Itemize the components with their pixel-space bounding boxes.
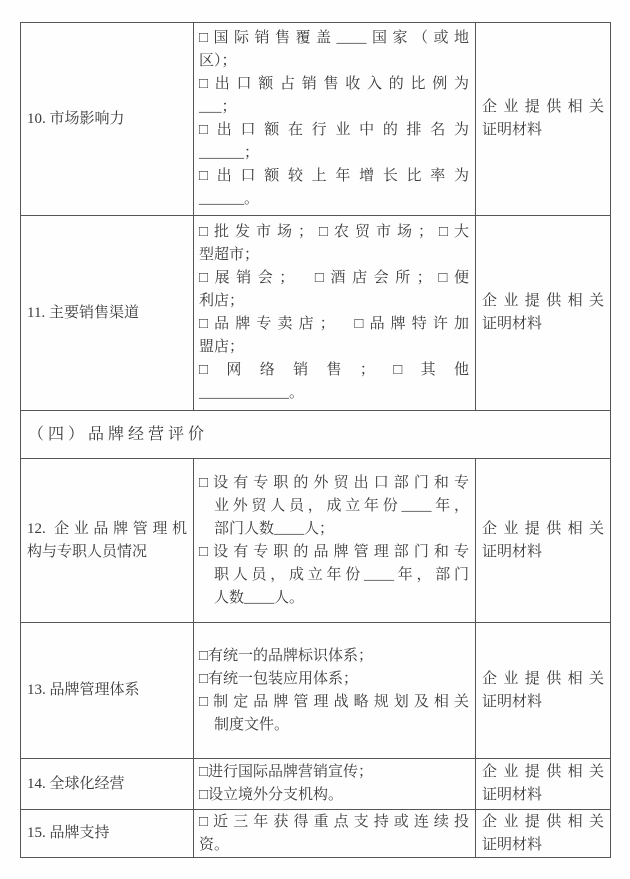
checkbox-option-line: □国际销售覆盖____国家（或地 — [199, 30, 469, 46]
option-continuation-line: 人数____人。 — [214, 589, 305, 606]
checkbox-option-line: □设立境外分支机构。 — [199, 787, 344, 803]
criterion-options-cell — [194, 459, 476, 622]
evidence-text: 企业提供相关 — [482, 670, 604, 687]
evidence-cell — [476, 23, 611, 215]
checkbox-option-line: □出口额在行业中的排名为 — [199, 122, 469, 138]
evidence-cell — [476, 623, 611, 758]
criterion-label: 14. 全球化经营 — [27, 775, 125, 792]
section-header-cell — [21, 411, 611, 458]
option-continuation-line: 业外贸人员，成立年份____年， — [214, 497, 469, 514]
evidence-text: 证明材料 — [482, 122, 543, 138]
option-continuation-line: ____________。 — [199, 385, 305, 401]
checkbox-option-line: □设有专职的品牌管理部门和专 — [199, 543, 469, 560]
table-row-12 — [21, 459, 611, 623]
evidence-cell — [476, 216, 611, 410]
option-continuation-line: ______； — [199, 145, 260, 161]
checkbox-option-line: □出口额较上年增长比率为 — [199, 168, 469, 184]
checkbox-option-line: □展销会； □酒店会所；□便 — [199, 270, 469, 286]
criterion-label: 10. 市场影响力 — [27, 110, 125, 127]
criterion-options-cell — [194, 759, 476, 809]
criterion-label-cell — [21, 623, 194, 758]
criterion-label: 13. 品牌管理体系 — [27, 682, 140, 698]
checkbox-option-line: □制定品牌管理战略规划及相关 — [199, 693, 469, 710]
criterion-label: 构与专职人员情况 — [27, 543, 148, 560]
evidence-text: 企业提供相关 — [482, 520, 604, 537]
checkbox-option-line: □设有专职的外贸出口部门和专 — [199, 474, 469, 491]
criterion-label-cell — [21, 216, 194, 410]
checkbox-option-line: □进行国际品牌营销宣传； — [199, 764, 374, 780]
criterion-label-cell — [21, 23, 194, 215]
evidence-text: 证明材料 — [482, 543, 543, 560]
evidence-cell — [476, 810, 611, 857]
criterion-options-cell — [194, 23, 476, 215]
table-row-13 — [21, 623, 611, 759]
evidence-text: 证明材料 — [482, 693, 543, 710]
checkbox-option-line: □网络销售；□其他 — [199, 362, 469, 378]
evidence-text: 企业提供相关 — [482, 764, 604, 780]
evidence-text: 证明材料 — [482, 787, 543, 803]
option-continuation-line: 区）； — [199, 53, 237, 69]
checkbox-option-line: □批发市场；□农贸市场；□大 — [199, 224, 469, 240]
section-header-text: （四）品牌经营评价 — [28, 425, 209, 443]
option-continuation-line: 利店； — [199, 293, 245, 309]
table-row-10 — [21, 23, 611, 216]
evidence-cell — [476, 459, 611, 622]
criterion-label: 11. 主要销售渠道 — [27, 304, 139, 321]
criterion-options-cell — [194, 216, 476, 410]
evidence-text: 企业提供相关 — [482, 813, 604, 830]
checkbox-option-line: □有统一的品牌标识体系； — [199, 647, 374, 664]
section-header-row — [21, 411, 611, 459]
evidence-text: 企业提供相关 — [482, 99, 604, 115]
evidence-text: 证明材料 — [482, 316, 543, 332]
checkbox-option-line: □近三年获得重点支持或连续投 — [199, 813, 469, 830]
table-row-15 — [21, 810, 611, 858]
checkbox-option-line: □出口额占销售收入的比例为 — [199, 76, 469, 92]
criterion-label-cell — [21, 459, 194, 622]
option-continuation-line: 资。 — [199, 836, 230, 853]
table-row-14 — [21, 759, 611, 810]
option-continuation-line: ___； — [199, 99, 237, 115]
criterion-options-cell — [194, 810, 476, 857]
table-row-11 — [21, 216, 611, 411]
option-continuation-line: 职人员，成立年份____年，部门 — [214, 566, 469, 583]
option-continuation-line: 型超市； — [199, 247, 260, 263]
evidence-text: 证明材料 — [482, 836, 543, 853]
option-continuation-line: 部门人数____人； — [214, 520, 335, 537]
criterion-options-cell — [194, 623, 476, 758]
checkbox-option-line: □品牌专卖店； □品牌特许加 — [199, 316, 469, 332]
criterion-label-cell — [21, 759, 194, 809]
criteria-table — [20, 22, 611, 858]
checkbox-option-line: □有统一包装应用体系； — [199, 670, 359, 687]
option-continuation-line: 制度文件。 — [214, 716, 290, 733]
criterion-label-cell — [21, 810, 194, 857]
criterion-label: 12. 企业品牌管理机 — [27, 520, 187, 537]
option-continuation-line: 盟店； — [199, 339, 245, 355]
option-continuation-line: ______。 — [199, 191, 260, 207]
criterion-label: 15. 品牌支持 — [27, 825, 110, 841]
evidence-text: 企业提供相关 — [482, 293, 604, 309]
evidence-cell — [476, 759, 611, 809]
